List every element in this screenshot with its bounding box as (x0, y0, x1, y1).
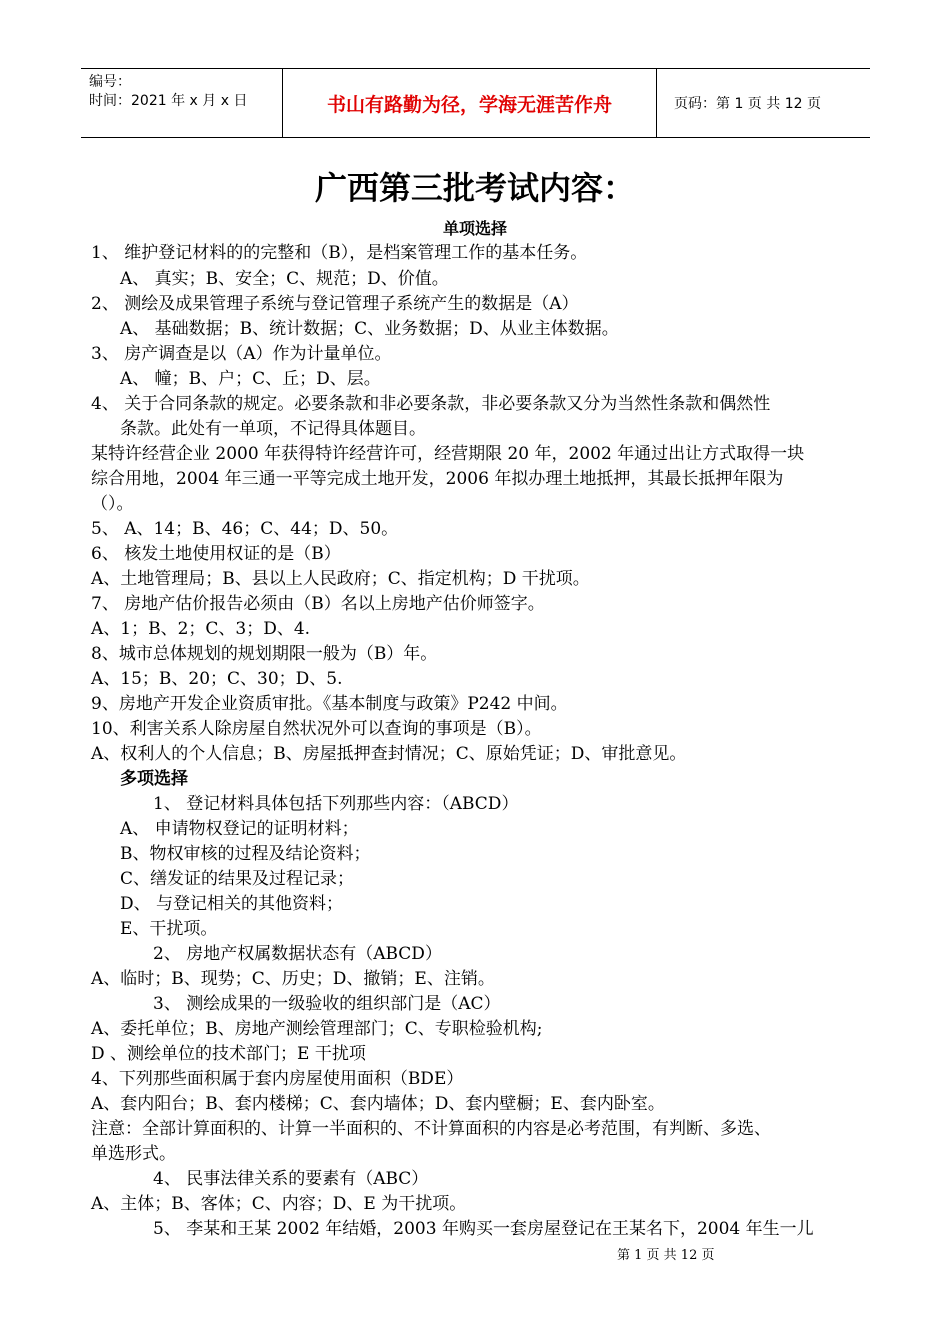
page-title: 广西第三批考试内容： (314, 169, 635, 207)
text-line: 综合用地，2004 年三通一平等完成土地开发，2006 年拟办理土地抵押，其最长抵押年限为 (91, 469, 784, 489)
text-line: 3、 测绘成果的一级验收的组织部门是（AC） (153, 994, 501, 1014)
page-footer: 第 1 页 共 12 页 (617, 1248, 715, 1263)
text-line: A、15；B、20；C、30；D、5. (91, 669, 343, 689)
text-line: D 、测绘单位的技术部门；E 干扰项 (91, 1044, 366, 1064)
text-line: A、 真实；B、安全；C、规范；D、价值。 (120, 269, 449, 289)
text-line: 4、下列那些面积属于套内房屋使用面积（BDE） (91, 1069, 464, 1089)
text-line: 6、 核发土地使用权证的是（B） (91, 544, 341, 564)
text-line: 条款。此处有一单项，不记得具体题目。 (120, 419, 426, 439)
text-line: A、主体；B、客体；C、内容；D、E 为干扰项。 (91, 1194, 467, 1214)
text-line: A、委托单位；B、房地产测绘管理部门；C、专职检验机构; (91, 1019, 543, 1039)
number-label: 编号： (89, 74, 131, 90)
text-line: A、 申请物权登记的证明材料； (120, 819, 359, 839)
text-line: D、 与登记相关的其他资料； (120, 894, 344, 914)
text-line: 4、 关于合同条款的规定。必要条款和非必要条款，非必要条款又分为当然性条款和偶然性 (91, 394, 771, 414)
text-line: 单选形式。 (91, 1144, 176, 1164)
header-table (81, 68, 870, 138)
text-line: 5、 A、14；B、46；C、44；D、50。 (91, 519, 399, 539)
header-meta-cell (81, 69, 281, 137)
text-line: 9、房地产开发企业资质审批。《基本制度与政策》P242 中间。 (91, 694, 568, 714)
text-line: C、缮发证的结果及过程记录； (120, 869, 355, 889)
text-line: A、 幢；B、户；C、丘；D、层。 (120, 369, 381, 389)
text-line: 4、 民事法律关系的要素有（ABC） (153, 1169, 429, 1189)
text-line: 某特许经营企业 2000 年获得特许经营许可，经营期限 20 年，2002 年通过出让方式取得一块 (91, 444, 805, 464)
time-label: 时间：2021 年 x 月 x 日 (89, 93, 248, 109)
section-single-choice: 单项选择 (442, 219, 507, 238)
section-multiple-choice: 多项选择 (120, 769, 188, 789)
text-line: 3、 房产调查是以（A）作为计量单位。 (91, 344, 392, 364)
text-line: A、临时；B、现势；C、历史；D、撤销；E、注销。 (91, 969, 495, 989)
text-line: （）。 (91, 494, 134, 514)
text-line: 2、 房地产权属数据状态有（ABCD） (153, 944, 442, 964)
page-info-text: 页码：第 1 页 共 12 页 (674, 96, 821, 112)
text-line: A、 基础数据；B、统计数据；C、业务数据；D、从业主体数据。 (120, 319, 619, 339)
text-line: 5、 李某和王某 2002 年结婚，2003 年购买一套房屋登记在王某名下，2004 年生一儿 (153, 1219, 814, 1239)
text-line: 1、 维护登记材料的的完整和（B），是档案管理工作的基本任务。 (91, 243, 588, 263)
text-line: 注意：全部计算面积的、计算一半面积的、不计算面积的内容是必考范围，有判断、多选、 (91, 1119, 771, 1139)
text-line: A、套内阳台；B、套内楼梯；C、套内墙体；D、套内壁橱；E、套内卧室。 (91, 1094, 665, 1114)
page-info (664, 69, 870, 137)
text-line: E、干扰项。 (120, 919, 218, 939)
text-line: A、权利人的个人信息；B、房屋抵押查封情况；C、原始凭证；D、审批意见。 (91, 744, 687, 764)
text-line: 10、利害关系人除房屋自然状况外可以查询的事项是（B）。 (91, 719, 542, 739)
text-line: A、1；B、2；C、3；D、4. (91, 619, 311, 639)
text-line: 8、城市总体规划的规划期限一般为（B）年。 (91, 644, 438, 664)
text-line: B、物权审核的过程及结论资料； (120, 844, 371, 864)
text-line: 2、 测绘及成果管理子系统与登记管理子系统产生的数据是（A） (91, 294, 579, 314)
text-line: 1、 登记材料具体包括下列那些内容：（ABCD） (153, 794, 519, 814)
text-line: 7、 房地产估价报告必须由（B）名以上房地产估价师签字。 (91, 594, 545, 614)
motto: 书山有路勤为径，学海无涯苦作舟 (282, 69, 657, 137)
text-line: A、土地管理局；B、县以上人民政府；C、指定机构；D 干扰项。 (91, 569, 590, 589)
